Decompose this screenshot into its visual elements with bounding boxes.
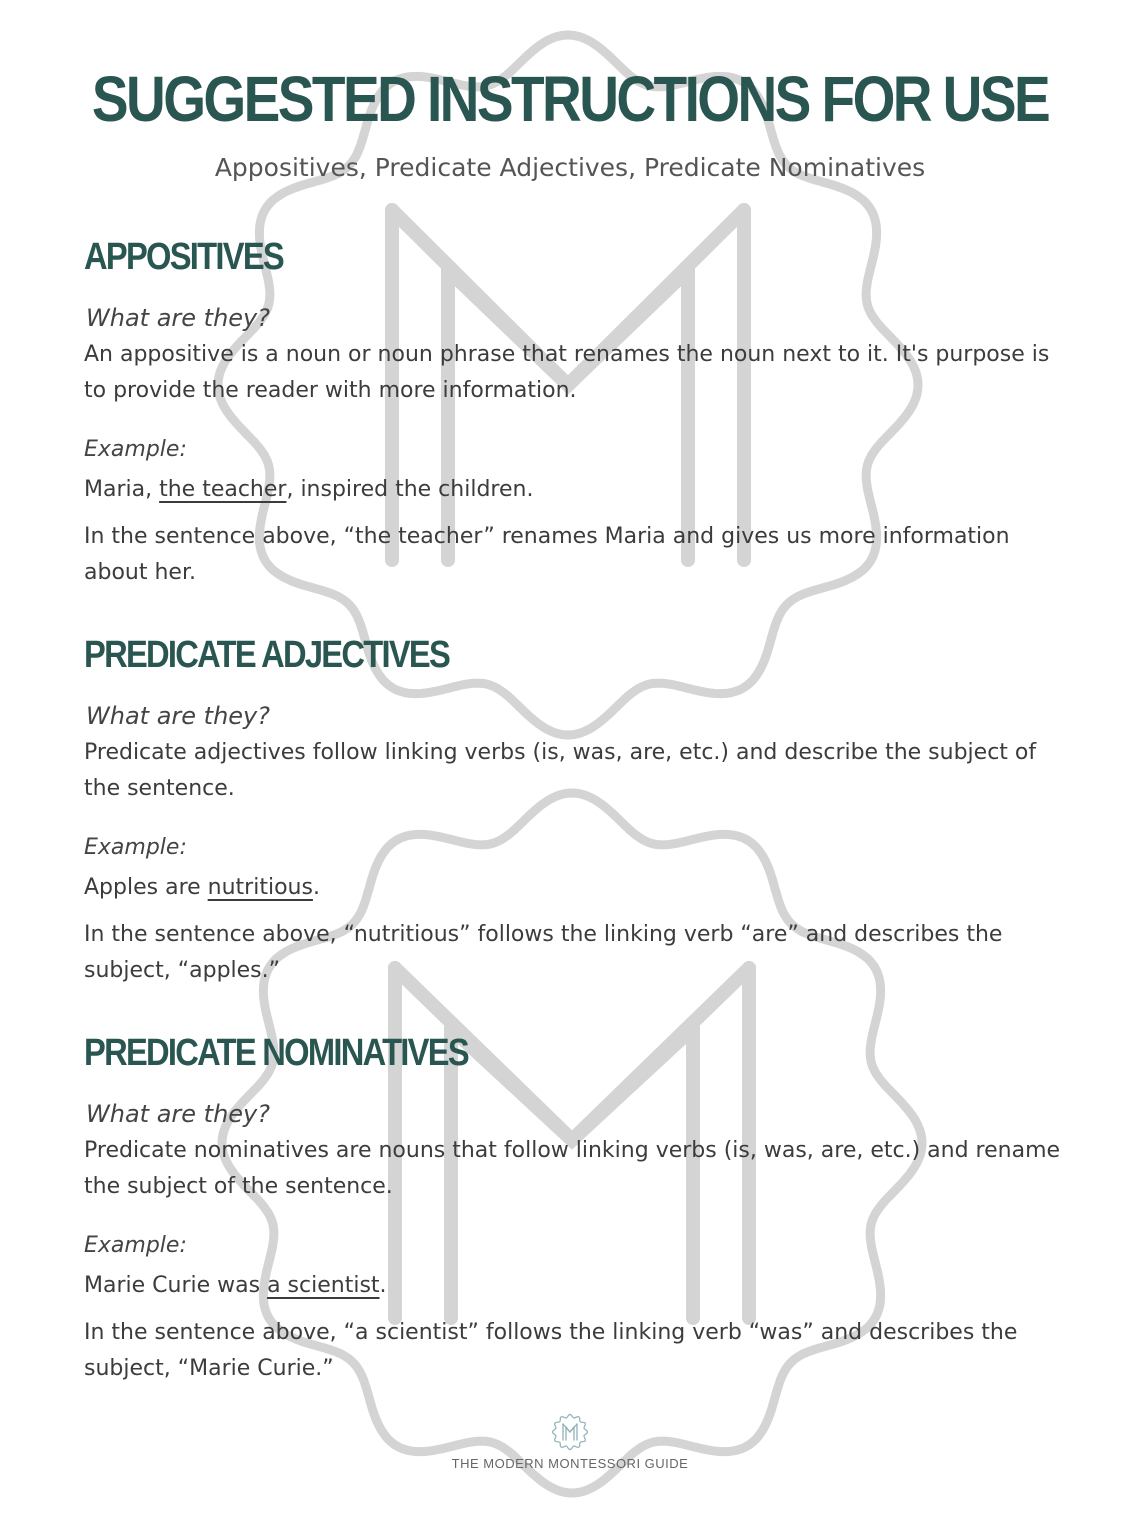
section-question: What are they? (86, 702, 270, 730)
example-text: Apples are (84, 875, 208, 900)
section-appositives (84, 236, 1064, 591)
example-explanation: In the sentence above, “nutritious” follows the linking verb “are” and describes the subject, “apples.” (84, 922, 1003, 983)
section-heading: APPOSITIVES (84, 236, 284, 278)
example-label: Example: (84, 437, 187, 462)
example-text: Maria, (84, 477, 160, 502)
section-predicate-adjectives (84, 634, 1064, 989)
page-title: SUGGESTED INSTRUCTIONS FOR USE (91, 63, 1049, 135)
section-question: What are they? (86, 304, 270, 332)
example-highlight: the teacher (159, 477, 287, 502)
example-explanation: In the sentence above, “the teacher” renames Maria and gives us more information about her. (84, 524, 1010, 585)
section-question: What are they? (86, 1100, 270, 1128)
example-label: Example: (84, 1233, 187, 1258)
example-text: . (379, 1273, 387, 1298)
example-text: . (312, 875, 320, 900)
section-definition: An appositive is a noun or noun phrase that renames the noun next to it. It's purpose is to provide the reader with more information. (84, 342, 1050, 403)
section-heading: PREDICATE ADJECTIVES (84, 634, 450, 676)
example-label: Example: (84, 835, 187, 860)
section-definition: Predicate adjectives follow linking verbs (is, was, are, etc.) and describe the subject of the sentence. (84, 740, 1037, 801)
example-text: Marie Curie was (84, 1273, 268, 1298)
example-sentence (84, 475, 1064, 505)
example-sentence (84, 873, 1064, 903)
section-predicate-nominatives (84, 1032, 1064, 1387)
example-highlight: nutritious (207, 875, 313, 900)
example-explanation: In the sentence above, “a scientist” follows the linking verb “was” and describes the subject, “Marie Curie.” (84, 1320, 1018, 1381)
section-definition: Predicate nominatives are nouns that follow linking verbs (is, was, are, etc.) and rename the subject of the sentence. (84, 1138, 1061, 1199)
mm-monogram-icon (550, 1412, 590, 1452)
footer-brand: THE MODERN MONTESSORI GUIDE (451, 1456, 689, 1471)
footer (0, 1412, 1140, 1471)
example-sentence (84, 1271, 1064, 1301)
page-subtitle: Appositives, Predicate Adjectives, Predicate Nominatives (214, 153, 926, 182)
example-highlight: a scientist (267, 1273, 380, 1298)
section-heading: PREDICATE NOMINATIVES (84, 1032, 468, 1074)
example-text: , inspired the children. (286, 477, 534, 502)
